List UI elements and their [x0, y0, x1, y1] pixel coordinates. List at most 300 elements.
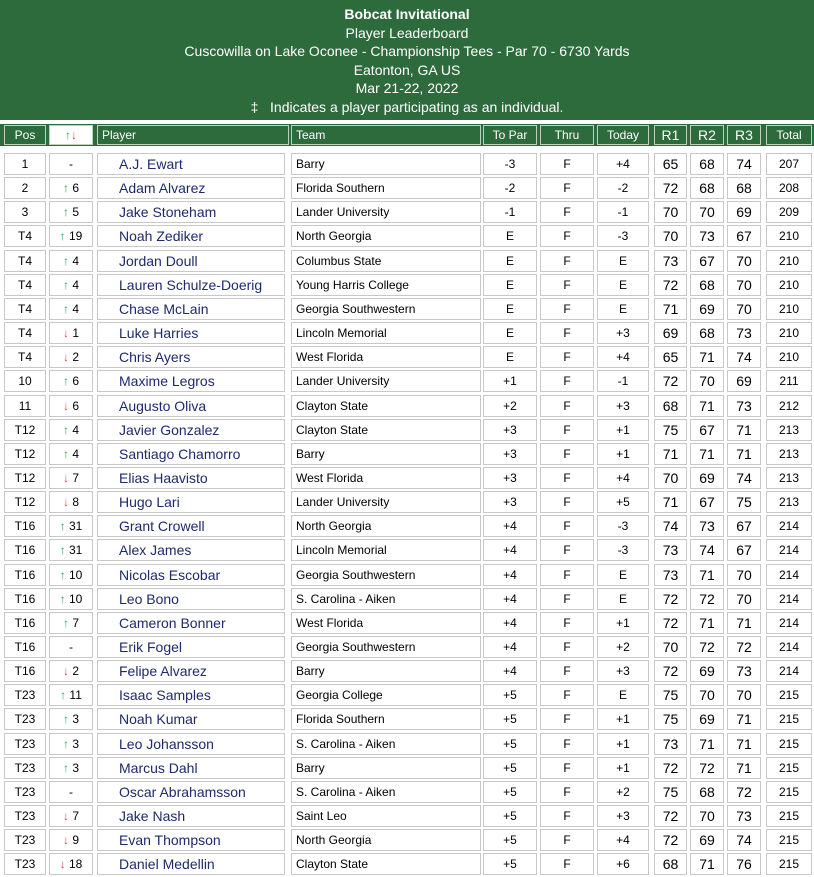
- team-cell: West Florida: [291, 346, 481, 368]
- thru-cell: F: [540, 419, 594, 441]
- thru-cell: F: [540, 395, 594, 417]
- r2-cell: 69: [690, 298, 724, 320]
- r1-cell: 72: [654, 274, 687, 296]
- today-cell: +4: [597, 829, 649, 851]
- total-cell: 214: [766, 515, 812, 537]
- r3-cell: 74: [727, 829, 761, 851]
- total-cell: 214: [766, 564, 812, 586]
- r1-cell: 75: [654, 708, 687, 730]
- table-row: [0, 394, 814, 418]
- player-link[interactable]: Luke Harries: [97, 322, 285, 344]
- movement-cell: ↑ 19: [49, 225, 93, 247]
- team-cell: Georgia Southwestern: [291, 636, 481, 658]
- to-par-cell: -1: [483, 201, 537, 223]
- r2-cell: 69: [690, 467, 724, 489]
- course-info: Cuscowilla on Lake Oconee - Championship Tees - Par 70 - 6730 Yards: [184, 43, 630, 60]
- table-row: [0, 200, 814, 224]
- player-link[interactable]: Santiago Chamorro: [97, 443, 285, 465]
- column-team[interactable]: Team: [291, 125, 481, 145]
- arrow-up-icon: ↑: [65, 128, 71, 142]
- r2-cell: 69: [690, 660, 724, 682]
- pos-cell: T12: [4, 419, 46, 441]
- team-cell: S. Carolina - Aiken: [291, 733, 481, 755]
- arrow-up-icon: ↑: [62, 374, 69, 389]
- r3-cell: 74: [727, 467, 761, 489]
- to-par-cell: E: [483, 346, 537, 368]
- r2-cell: 71: [690, 733, 724, 755]
- movement-cell: ↑ 10: [49, 588, 93, 610]
- thru-cell: F: [540, 660, 594, 682]
- movement-cell: ↑ 3: [49, 708, 93, 730]
- r3-cell: 70: [727, 684, 761, 706]
- player-link[interactable]: Leo Bono: [97, 588, 285, 610]
- to-par-cell: +3: [483, 491, 537, 513]
- team-cell: Clayton State: [291, 395, 481, 417]
- to-par-cell: +5: [483, 684, 537, 706]
- thru-cell: F: [540, 491, 594, 513]
- player-link[interactable]: Jake Nash: [97, 805, 285, 827]
- r2-cell: 68: [690, 153, 724, 175]
- table-row: [0, 514, 814, 538]
- player-link[interactable]: Evan Thompson: [97, 829, 285, 851]
- r2-cell: 68: [690, 322, 724, 344]
- to-par-cell: E: [483, 298, 537, 320]
- table-row: [0, 780, 814, 804]
- r2-cell: 70: [690, 370, 724, 392]
- team-cell: Barry: [291, 660, 481, 682]
- total-cell: 213: [766, 419, 812, 441]
- table-row: [0, 442, 814, 466]
- column-r3[interactable]: R3: [727, 125, 761, 145]
- table-row: [0, 490, 814, 514]
- column-r2[interactable]: R2: [690, 125, 724, 145]
- movement-cell: ↑ 3: [49, 757, 93, 779]
- to-par-cell: +5: [483, 757, 537, 779]
- movement-cell: ↓ 2: [49, 346, 93, 368]
- to-par-cell: E: [483, 250, 537, 272]
- r1-cell: 70: [654, 201, 687, 223]
- pos-cell: T16: [4, 539, 46, 561]
- arrow-up-icon: ↑: [62, 712, 69, 727]
- r1-cell: 71: [654, 443, 687, 465]
- r2-cell: 71: [690, 346, 724, 368]
- thru-cell: F: [540, 322, 594, 344]
- team-cell: Lander University: [291, 201, 481, 223]
- arrow-up-icon: ↑: [60, 688, 67, 703]
- total-cell: 215: [766, 733, 812, 755]
- thru-cell: F: [540, 467, 594, 489]
- thru-cell: F: [540, 684, 594, 706]
- arrow-down-icon: ↓: [62, 664, 69, 679]
- table-row: [0, 563, 814, 587]
- leaderboard-header: [0, 0, 814, 120]
- movement-cell: -: [49, 781, 93, 803]
- to-par-cell: +5: [483, 733, 537, 755]
- movement-cell: ↑ 11: [49, 684, 93, 706]
- team-cell: Clayton State: [291, 419, 481, 441]
- to-par-cell: +4: [483, 564, 537, 586]
- to-par-cell: E: [483, 322, 537, 344]
- movement-cell: ↑ 6: [49, 370, 93, 392]
- team-cell: Clayton State: [291, 853, 481, 875]
- r1-cell: 72: [654, 370, 687, 392]
- thru-cell: F: [540, 370, 594, 392]
- pos-cell: T16: [4, 515, 46, 537]
- movement-cell: ↓ 1: [49, 322, 93, 344]
- player-link[interactable]: Nicolas Escobar: [97, 564, 285, 586]
- total-cell: 210: [766, 322, 812, 344]
- pos-cell: T23: [4, 781, 46, 803]
- thru-cell: F: [540, 733, 594, 755]
- table-row: [0, 587, 814, 611]
- total-cell: 214: [766, 660, 812, 682]
- r3-cell: 67: [727, 515, 761, 537]
- team-cell: Georgia College: [291, 684, 481, 706]
- total-cell: 213: [766, 443, 812, 465]
- total-cell: 213: [766, 491, 812, 513]
- r1-cell: 72: [654, 757, 687, 779]
- thru-cell: F: [540, 781, 594, 803]
- team-cell: Saint Leo: [291, 805, 481, 827]
- column-pos[interactable]: Pos: [4, 125, 46, 145]
- player-link[interactable]: Noah Kumar: [97, 708, 285, 730]
- pos-cell: T12: [4, 491, 46, 513]
- today-cell: +6: [597, 853, 649, 875]
- event-dates: Mar 21-22, 2022: [355, 80, 459, 97]
- player-link[interactable]: Erik Fogel: [97, 636, 285, 658]
- player-link[interactable]: Cameron Bonner: [97, 612, 285, 634]
- player-link[interactable]: Isaac Samples: [97, 684, 285, 706]
- r3-cell: 75: [727, 491, 761, 513]
- arrow-up-icon: ↑: [59, 591, 66, 606]
- movement-cell: ↓ 9: [49, 829, 93, 851]
- r1-cell: 74: [654, 515, 687, 537]
- movement-cell: ↑ 7: [49, 612, 93, 634]
- table-row: [0, 611, 814, 635]
- thru-cell: F: [540, 853, 594, 875]
- r3-cell: 73: [727, 805, 761, 827]
- r1-cell: 72: [654, 660, 687, 682]
- pos-cell: 11: [4, 395, 46, 417]
- r3-cell: 71: [727, 419, 761, 441]
- to-par-cell: +5: [483, 805, 537, 827]
- today-cell: +4: [597, 346, 649, 368]
- r2-cell: 68: [690, 177, 724, 199]
- r1-cell: 73: [654, 539, 687, 561]
- r3-cell: 72: [727, 636, 761, 658]
- r2-cell: 73: [690, 225, 724, 247]
- column-player[interactable]: Player: [97, 125, 289, 145]
- r3-cell: 74: [727, 346, 761, 368]
- arrow-up-icon: ↑: [62, 277, 69, 292]
- r2-cell: 68: [690, 274, 724, 296]
- today-cell: +1: [597, 443, 649, 465]
- r1-cell: 72: [654, 829, 687, 851]
- r1-cell: 75: [654, 419, 687, 441]
- player-link[interactable]: Leo Johansson: [97, 733, 285, 755]
- movement-cell: ↓ 7: [49, 467, 93, 489]
- thru-cell: F: [540, 829, 594, 851]
- to-par-cell: +4: [483, 539, 537, 561]
- today-cell: +1: [597, 612, 649, 634]
- arrow-up-icon: ↑: [62, 253, 69, 268]
- column-movement[interactable]: [49, 125, 93, 145]
- r2-cell: 69: [690, 829, 724, 851]
- table-row: [0, 273, 814, 297]
- pos-cell: T16: [4, 636, 46, 658]
- today-cell: +1: [597, 419, 649, 441]
- arrow-up-icon: ↑: [59, 229, 66, 244]
- today-cell: E: [597, 298, 649, 320]
- player-link[interactable]: Augusto Oliva: [97, 395, 285, 417]
- pos-cell: T4: [4, 322, 46, 344]
- total-cell: 214: [766, 612, 812, 634]
- pos-cell: T4: [4, 298, 46, 320]
- total-cell: 210: [766, 298, 812, 320]
- to-par-cell: +3: [483, 443, 537, 465]
- pos-cell: T4: [4, 274, 46, 296]
- thru-cell: F: [540, 757, 594, 779]
- today-cell: E: [597, 588, 649, 610]
- total-cell: 214: [766, 539, 812, 561]
- thru-cell: F: [540, 225, 594, 247]
- tournament-title: Bobcat Invitational: [344, 6, 470, 22]
- today-cell: +3: [597, 322, 649, 344]
- team-cell: Florida Southern: [291, 708, 481, 730]
- arrow-up-icon: ↑: [59, 567, 66, 582]
- today-cell: -2: [597, 177, 649, 199]
- pos-cell: T23: [4, 708, 46, 730]
- movement-cell: ↑ 4: [49, 443, 93, 465]
- player-link[interactable]: A.J. Ewart: [97, 153, 285, 175]
- r1-cell: 73: [654, 564, 687, 586]
- team-cell: Barry: [291, 757, 481, 779]
- today-cell: +5: [597, 491, 649, 513]
- r2-cell: 73: [690, 515, 724, 537]
- table-row: [0, 707, 814, 731]
- column-today[interactable]: Today: [597, 125, 649, 145]
- table-row: [0, 466, 814, 490]
- team-cell: Lander University: [291, 491, 481, 513]
- r3-cell: 70: [727, 274, 761, 296]
- today-cell: -3: [597, 225, 649, 247]
- arrow-up-icon: ↑: [62, 422, 69, 437]
- table-row: [0, 345, 814, 369]
- total-cell: 209: [766, 201, 812, 223]
- to-par-cell: -3: [483, 153, 537, 175]
- today-cell: -1: [597, 370, 649, 392]
- today-cell: +2: [597, 781, 649, 803]
- thru-cell: F: [540, 153, 594, 175]
- player-link[interactable]: Lauren Schulze-Doerig: [97, 274, 285, 296]
- total-cell: 215: [766, 805, 812, 827]
- to-par-cell: +1: [483, 370, 537, 392]
- player-link[interactable]: Grant Crowell: [97, 515, 285, 537]
- today-cell: +2: [597, 636, 649, 658]
- player-link[interactable]: Hugo Lari: [97, 491, 285, 513]
- to-par-cell: +3: [483, 419, 537, 441]
- thru-cell: F: [540, 588, 594, 610]
- column-header-row: [0, 124, 814, 146]
- team-cell: Georgia Southwestern: [291, 298, 481, 320]
- pos-cell: T12: [4, 467, 46, 489]
- pos-cell: 1: [4, 153, 46, 175]
- team-cell: Florida Southern: [291, 177, 481, 199]
- player-link[interactable]: Daniel Medellin: [97, 853, 285, 875]
- table-row: [0, 804, 814, 828]
- movement-cell: ↑ 31: [49, 515, 93, 537]
- r1-cell: 70: [654, 636, 687, 658]
- team-cell: Lincoln Memorial: [291, 539, 481, 561]
- player-link[interactable]: Jordan Doull: [97, 250, 285, 272]
- r2-cell: 68: [690, 781, 724, 803]
- pos-cell: 3: [4, 201, 46, 223]
- total-cell: 215: [766, 853, 812, 875]
- today-cell: E: [597, 684, 649, 706]
- r1-cell: 65: [654, 346, 687, 368]
- individual-note: ‡ Indicates a player participating as an individual.: [250, 98, 564, 115]
- pos-cell: T23: [4, 684, 46, 706]
- player-link[interactable]: Marcus Dahl: [97, 757, 285, 779]
- r2-cell: 74: [690, 539, 724, 561]
- column-to-par[interactable]: To Par: [483, 125, 537, 145]
- total-cell: 212: [766, 395, 812, 417]
- team-cell: Barry: [291, 443, 481, 465]
- arrow-down-icon: ↓: [59, 857, 66, 872]
- player-link[interactable]: Oscar Abrahamsson: [97, 781, 285, 803]
- arrow-down-icon: ↓: [62, 833, 69, 848]
- r1-cell: 68: [654, 853, 687, 875]
- r2-cell: 71: [690, 395, 724, 417]
- team-cell: Young Harris College: [291, 274, 481, 296]
- r1-cell: 75: [654, 781, 687, 803]
- player-link[interactable]: Javier Gonzalez: [97, 419, 285, 441]
- player-link[interactable]: Elias Haavisto: [97, 467, 285, 489]
- player-link[interactable]: Chase McLain: [97, 298, 285, 320]
- to-par-cell: +4: [483, 588, 537, 610]
- player-link[interactable]: Adam Alvarez: [97, 177, 285, 199]
- r3-cell: 67: [727, 539, 761, 561]
- team-cell: S. Carolina - Aiken: [291, 588, 481, 610]
- r2-cell: 72: [690, 636, 724, 658]
- r1-cell: 71: [654, 491, 687, 513]
- movement-cell: -: [49, 636, 93, 658]
- today-cell: -1: [597, 201, 649, 223]
- team-cell: West Florida: [291, 467, 481, 489]
- r3-cell: 71: [727, 733, 761, 755]
- table-row: [0, 852, 814, 876]
- column-total[interactable]: Total: [766, 125, 812, 145]
- today-cell: E: [597, 564, 649, 586]
- r2-cell: 72: [690, 588, 724, 610]
- r3-cell: 70: [727, 298, 761, 320]
- movement-cell: ↓ 2: [49, 660, 93, 682]
- movement-cell: ↑ 3: [49, 733, 93, 755]
- table-row: [0, 756, 814, 780]
- player-link[interactable]: Maxime Legros: [97, 370, 285, 392]
- r2-cell: 71: [690, 564, 724, 586]
- to-par-cell: +2: [483, 395, 537, 417]
- player-link[interactable]: Alex James: [97, 539, 285, 561]
- arrow-down-icon: ↓: [62, 495, 69, 510]
- column-r1[interactable]: R1: [654, 125, 687, 145]
- r2-cell: 70: [690, 201, 724, 223]
- movement-cell: ↑ 4: [49, 250, 93, 272]
- thru-cell: F: [540, 708, 594, 730]
- player-link[interactable]: Jake Stoneham: [97, 201, 285, 223]
- arrow-up-icon: ↑: [62, 446, 69, 461]
- table-row: [0, 828, 814, 852]
- thru-cell: F: [540, 177, 594, 199]
- player-link[interactable]: Felipe Alvarez: [97, 660, 285, 682]
- column-thru[interactable]: Thru: [540, 125, 594, 145]
- player-link[interactable]: Chris Ayers: [97, 346, 285, 368]
- r2-cell: 71: [690, 853, 724, 875]
- total-cell: 210: [766, 225, 812, 247]
- total-cell: 215: [766, 829, 812, 851]
- r1-cell: 68: [654, 395, 687, 417]
- r1-cell: 73: [654, 733, 687, 755]
- r3-cell: 70: [727, 564, 761, 586]
- pos-cell: 10: [4, 370, 46, 392]
- thru-cell: F: [540, 250, 594, 272]
- table-row: [0, 538, 814, 562]
- r1-cell: 73: [654, 250, 687, 272]
- thru-cell: F: [540, 201, 594, 223]
- pos-cell: T4: [4, 225, 46, 247]
- today-cell: -3: [597, 515, 649, 537]
- r3-cell: 68: [727, 177, 761, 199]
- thru-cell: F: [540, 539, 594, 561]
- thru-cell: F: [540, 636, 594, 658]
- r3-cell: 67: [727, 225, 761, 247]
- movement-cell: ↑ 6: [49, 177, 93, 199]
- movement-cell: ↑ 31: [49, 539, 93, 561]
- arrow-down-icon: ↓: [71, 128, 77, 142]
- r2-cell: 67: [690, 491, 724, 513]
- table-row: [0, 635, 814, 659]
- team-cell: North Georgia: [291, 225, 481, 247]
- r3-cell: 73: [727, 322, 761, 344]
- pos-cell: T16: [4, 660, 46, 682]
- table-row: [0, 176, 814, 200]
- r1-cell: 75: [654, 684, 687, 706]
- r3-cell: 70: [727, 588, 761, 610]
- pos-cell: T16: [4, 564, 46, 586]
- team-cell: Lander University: [291, 370, 481, 392]
- r3-cell: 74: [727, 153, 761, 175]
- arrow-up-icon: ↑: [62, 736, 69, 751]
- r1-cell: 71: [654, 298, 687, 320]
- movement-cell: ↑ 4: [49, 298, 93, 320]
- arrow-down-icon: ↓: [62, 350, 69, 365]
- to-par-cell: +5: [483, 708, 537, 730]
- arrow-up-icon: ↑: [62, 615, 69, 630]
- arrow-up-icon: ↑: [62, 301, 69, 316]
- pos-cell: T4: [4, 250, 46, 272]
- total-cell: 213: [766, 467, 812, 489]
- today-cell: +4: [597, 153, 649, 175]
- player-link[interactable]: Noah Zediker: [97, 225, 285, 247]
- movement-cell: ↑ 4: [49, 274, 93, 296]
- movement-cell: ↑ 4: [49, 419, 93, 441]
- to-par-cell: +4: [483, 660, 537, 682]
- r2-cell: 67: [690, 419, 724, 441]
- to-par-cell: +4: [483, 636, 537, 658]
- total-cell: 214: [766, 588, 812, 610]
- r1-cell: 70: [654, 467, 687, 489]
- movement-cell: -: [49, 153, 93, 175]
